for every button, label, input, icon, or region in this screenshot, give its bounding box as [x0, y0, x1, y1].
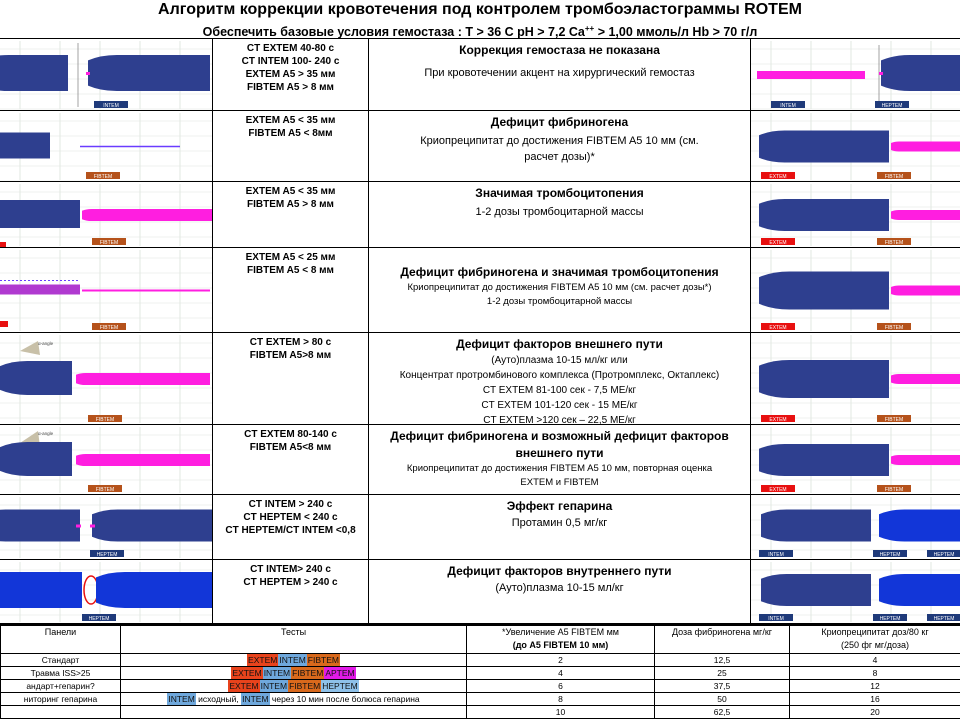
- trace-tag: [759, 614, 793, 622]
- recommendation-line: расчет дозы)*: [524, 151, 595, 163]
- left-trace-cell: [0, 111, 213, 181]
- subtitle-text-end: > 1,00 ммоль/л Hb > 70 г/л: [594, 25, 758, 39]
- tag-label: FIBTEM: [93, 173, 113, 180]
- tests-cell: [121, 706, 467, 719]
- trace-tag: [927, 550, 960, 558]
- ct-marker: [86, 72, 90, 75]
- tag-label: HEPTEM: [96, 551, 118, 558]
- dosing-table: [0, 625, 960, 719]
- test-badge: INTEM: [263, 668, 291, 678]
- extem-trace: [0, 361, 72, 395]
- criteria-line: EXTEM A5 > 35 мм: [245, 69, 336, 80]
- tag-label: FIBTEM: [95, 416, 115, 423]
- tag-label: INTEM: [103, 102, 119, 109]
- algorithm-row: [0, 559, 960, 623]
- test-badge: FIBTEM: [307, 655, 339, 665]
- angle-label: α-angle: [38, 431, 54, 436]
- trace-tag: [759, 550, 793, 558]
- table-row: [1, 654, 960, 667]
- trace-tag: [877, 172, 911, 180]
- trace-tag: [771, 101, 805, 109]
- extem-trace: [0, 55, 68, 91]
- recommendation-heading: Дефицит фибриногена и возможный дефицит факторов внешнего пути: [390, 429, 729, 460]
- criteria-line: CT INTEM > 240 c: [248, 499, 333, 510]
- left-trace-chart: [0, 333, 212, 425]
- criteria-line: CT INTEM> 240 c: [250, 564, 331, 575]
- dose-cell: 37,5: [655, 680, 790, 693]
- test-badge: FIBTEM: [289, 681, 321, 691]
- left-trace-cell: [0, 425, 213, 494]
- recommendation-line: Криопреципитат до достижения FIBTEM A5 10 мм (см.: [420, 135, 699, 147]
- angle-label: α-angle: [38, 341, 54, 346]
- left-trace-cell: [0, 333, 213, 424]
- dose-cell: 62,5: [655, 706, 790, 719]
- trace-tag: [90, 550, 124, 558]
- algorithm-grid: [0, 38, 960, 623]
- right-trace-cell: [751, 39, 960, 110]
- table-row: [1, 667, 960, 680]
- criteria-line: FIBTEM A5 > 8 мм: [247, 199, 334, 210]
- tag-label: FIBTEM: [95, 486, 115, 493]
- tag-label: INTEM: [780, 102, 796, 109]
- cryo-cell: 4: [790, 654, 960, 667]
- recommendation-line: EXTEM и FIBTEM: [520, 477, 599, 488]
- left-trace-cell: [0, 248, 213, 332]
- tag-label: HEPTEM: [933, 615, 955, 622]
- extem-trace: [0, 442, 72, 476]
- col-header-cryo: [790, 626, 960, 654]
- criteria-line: CT HEPTEM < 240 c: [243, 512, 338, 523]
- recommendation-heading: Коррекция гемостаза не показана: [459, 43, 660, 57]
- increase-cell: 6: [467, 680, 655, 693]
- trace-tag: [92, 238, 126, 246]
- right-trace-cell: [751, 248, 960, 332]
- tag-label: HEPTEM: [933, 551, 955, 558]
- criteria-cell: [213, 39, 369, 110]
- criteria-line: EXTEM A5 < 35 мм: [245, 186, 336, 197]
- heptem-trace: [96, 572, 212, 608]
- table-row: [1, 693, 960, 706]
- criteria-cell: [213, 333, 369, 424]
- tag-label: FIBTEM: [884, 486, 904, 493]
- panel-cell: андарт+гепарин?: [1, 680, 121, 693]
- recommendation-line: CT EXTEM 101-120 сек - 15 МЕ/кг: [481, 400, 638, 411]
- tests-cell: [121, 654, 467, 667]
- trace-tag: [877, 485, 911, 493]
- recommendation-line: CT EXTEM 81-100 сек - 7,5 МЕ/кг: [482, 385, 637, 396]
- tests-cell: [121, 680, 467, 693]
- intem-trace: [0, 572, 82, 608]
- recommendation-cell: [369, 111, 751, 181]
- criteria-line: CT INTEM 100- 240 c: [241, 56, 340, 67]
- cryo-cell: 8: [790, 667, 960, 680]
- criteria-cell: [213, 248, 369, 332]
- dose-cell: 12,5: [655, 654, 790, 667]
- right-trace-cell: [751, 560, 960, 623]
- fibtem-trace: [76, 373, 210, 385]
- increase-cell: 4: [467, 667, 655, 680]
- heptem-trace: [92, 510, 212, 542]
- heptem-trace: [881, 55, 960, 91]
- tag-label: INTEM: [768, 615, 784, 622]
- criteria-line: FIBTEM A5 > 8 мм: [247, 82, 334, 93]
- tag-label: FIBTEM: [884, 324, 904, 331]
- intem-trace: [0, 510, 80, 542]
- fibtem-trace: [891, 374, 960, 384]
- recommendation-line: Криопреципитат до достижения FIBTEM A5 10 мм, повторная оценка: [406, 463, 713, 474]
- recommendation-heading: Дефицит фибриногена и значимая тромбоцитопения: [400, 265, 719, 279]
- right-trace-chart: [751, 560, 960, 624]
- left-trace-chart: [0, 39, 212, 111]
- right-trace-cell: [751, 495, 960, 559]
- criteria-line: CT EXTEM > 80 c: [249, 337, 332, 348]
- tag-label: FIBTEM: [99, 239, 119, 246]
- intem-trace: [761, 510, 871, 542]
- criteria-cell: [213, 495, 369, 559]
- fibtem-trace: [891, 142, 960, 152]
- right-trace-chart: [751, 333, 960, 425]
- extem-trace: [0, 133, 50, 159]
- criteria-line: FIBTEM A5<8 мм: [249, 442, 332, 453]
- tests-cell: [121, 667, 467, 680]
- cryo-cell: 20: [790, 706, 960, 719]
- left-trace-chart: [0, 495, 212, 560]
- trace-tag: [94, 101, 128, 109]
- heptem-trace: [879, 574, 960, 606]
- recommendation-cell: [369, 182, 751, 247]
- left-trace-chart: [0, 111, 212, 182]
- trace-tag: [761, 238, 795, 246]
- tag-label: EXTEM: [769, 416, 787, 423]
- left-trace-cell: [0, 182, 213, 247]
- trace-tag: [82, 614, 116, 622]
- tag-label: HEPTEM: [88, 615, 110, 622]
- extem-trace: [759, 272, 889, 310]
- test-badge: INTEM: [260, 681, 288, 691]
- left-trace-chart: [0, 248, 212, 333]
- col-header-increase: [467, 626, 655, 654]
- criteria-line: CT HEPTEM/CT INTEM <0,8: [225, 525, 356, 536]
- algorithm-row: [0, 332, 960, 424]
- tag-label: HEPTEM: [879, 615, 901, 622]
- table-row: [1, 706, 960, 719]
- right-trace-cell: [751, 111, 960, 181]
- test-badge: EXTEM: [229, 681, 259, 691]
- tests-text: исходный,: [195, 694, 242, 704]
- test-badge: FIBTEM: [292, 668, 324, 678]
- recommendation-cell: [369, 560, 751, 623]
- increase-cell: 10: [467, 706, 655, 719]
- extem-trace: [759, 199, 889, 231]
- recommendation-heading: Значимая тромбоцитопения: [475, 186, 644, 200]
- cryo-cell: 16: [790, 693, 960, 706]
- fibtem-trace: [891, 455, 960, 465]
- tests-text: INTEM: [242, 694, 269, 704]
- extem-trace-fill: [0, 285, 80, 295]
- recommendation-cell: [369, 333, 751, 424]
- table-row: [1, 680, 960, 693]
- tag-label: EXTEM: [769, 324, 787, 331]
- recommendation-line: (Ауто)плазма 10-15 мл/кг: [495, 582, 624, 594]
- right-trace-cell: [751, 425, 960, 494]
- extem-trace: [759, 360, 889, 398]
- recommendation-heading: Дефицит факторов внешнего пути: [456, 337, 663, 351]
- left-trace-cell: [0, 560, 213, 623]
- trace-tag: [761, 485, 795, 493]
- tag-label: FIBTEM: [884, 239, 904, 246]
- right-trace-chart: [751, 495, 960, 560]
- trace-tag: [761, 415, 795, 423]
- test-badge: EXTEM: [232, 668, 262, 678]
- tag-label: EXTEM: [769, 173, 787, 180]
- tests-text: INTEM: [168, 694, 195, 704]
- recommendation-line: Криопреципитат до достижения FIBTEM A5 10 мм (см. расчет дозы*): [407, 282, 712, 293]
- trace-tag: [875, 101, 909, 109]
- tag-label: FIBTEM: [884, 416, 904, 423]
- recommendation-heading: Дефицит фибриногена: [490, 115, 629, 129]
- test-badge: INTEM: [279, 655, 306, 665]
- trace-tag: [761, 323, 795, 331]
- left-trace-chart: [0, 560, 212, 624]
- subtitle-superscript: ++: [584, 24, 595, 33]
- criteria-line: CT EXTEM 80-140 c: [244, 429, 337, 440]
- right-trace-cell: [751, 182, 960, 247]
- panel-cell: [1, 706, 121, 719]
- table-header-row: [1, 626, 960, 654]
- recommendation-line: Протамин 0,5 мг/кг: [511, 517, 608, 529]
- trace-tag: [873, 550, 907, 558]
- algorithm-row: [0, 38, 960, 110]
- criteria-line: CT EXTEM 40-80 c: [246, 43, 335, 54]
- subtitle-text: Обеспечить базовые условия гемостаза : T > 36 C pH > 7,2 Ca: [202, 25, 585, 39]
- fibtem-trace: [891, 286, 960, 296]
- tag-label: HEPTEM: [879, 551, 901, 558]
- tag-label: EXTEM: [769, 239, 787, 246]
- right-trace-chart: [751, 425, 960, 495]
- left-trace-chart: [0, 182, 212, 248]
- trace-tag: [86, 172, 120, 180]
- page-title: Алгоритм коррекции кровотечения под контролем тромбоэластограммы ROTEM: [158, 1, 802, 18]
- trace-tag: [92, 323, 126, 331]
- criteria-line: FIBTEM A5 < 8мм: [248, 128, 333, 139]
- criteria-line: CT HEPTEM > 240 c: [243, 577, 338, 588]
- trace-tag: [761, 172, 795, 180]
- algorithm-row: [0, 247, 960, 332]
- right-trace-chart: [751, 39, 960, 111]
- ct-marker: [90, 525, 95, 528]
- header-line: *Увеличение A5 FIBTEM мм: [502, 627, 619, 637]
- trace-tag: [88, 415, 122, 423]
- fibtem-trace: [82, 209, 212, 221]
- trace-tag: [877, 238, 911, 246]
- intem-trace: [761, 574, 871, 606]
- tag-label: FIBTEM: [99, 324, 119, 331]
- trace-tag: [873, 614, 907, 622]
- recommendation-line: (Ауто)плазма 10-15 мл/кг или: [491, 355, 628, 366]
- algorithm-row: [0, 424, 960, 494]
- increase-cell: 2: [467, 654, 655, 667]
- tests-text: через 10 мин после болюса гепарина: [269, 694, 420, 704]
- criteria-cell: [213, 560, 369, 623]
- recommendation-cell: [369, 425, 751, 494]
- tag-label: FIBTEM: [884, 173, 904, 180]
- recommendation-line: CT EXTEM >120 сек – 22,5 МЕ/кг: [483, 415, 636, 426]
- col-header-dose: Доза фибриногена мг/кг: [655, 626, 790, 654]
- cryo-cell: 12: [790, 680, 960, 693]
- test-badge: EXTEM: [248, 655, 278, 665]
- ct-marker: [879, 72, 883, 75]
- extem-trace: [759, 444, 889, 476]
- header-line: (250 фг мг/доза): [841, 640, 909, 650]
- test-badge: HEPTEM: [322, 681, 358, 691]
- recommendation-line: Концентрат протромбинового комплекса (Протромплекс, Октаплекс): [399, 370, 720, 381]
- trace-tag: [877, 415, 911, 423]
- tag-label: HEPTEM: [881, 102, 903, 109]
- recommendation-heading: Эффект гепарина: [506, 499, 613, 513]
- dose-cell: 50: [655, 693, 790, 706]
- right-trace-cell: [751, 333, 960, 424]
- col-header-panels: Панели: [1, 626, 121, 654]
- tag-label: INTEM: [768, 551, 784, 558]
- left-trace-cell: [0, 495, 213, 559]
- panel-cell: Травма ISS>25: [1, 667, 121, 680]
- recommendation-cell: [369, 248, 751, 332]
- right-trace-chart: [751, 111, 960, 182]
- intem-trace: [88, 55, 210, 91]
- extem-trace: [759, 131, 889, 163]
- fibtem-trace: [891, 210, 960, 220]
- trace-tag: [927, 614, 960, 622]
- header-line: (до A5 FIBTEM 10 мм): [512, 640, 609, 650]
- test-badge: APTEM: [325, 668, 355, 678]
- recommendation-cell: [369, 495, 751, 559]
- tests-cell: [121, 693, 467, 706]
- bottom-table-wrap: [0, 623, 960, 719]
- left-trace-cell: [0, 39, 213, 110]
- tag-label: EXTEM: [769, 486, 787, 493]
- recommendation-line: При кровотечении акцент на хирургический гемостаз: [424, 67, 695, 79]
- trace-tag: [88, 485, 122, 493]
- tag-box: [0, 321, 8, 327]
- algorithm-row: [0, 181, 960, 247]
- recommendation-line: 1-2 дозы тромбоцитарной массы: [486, 296, 633, 307]
- criteria-cell: [213, 111, 369, 181]
- extem-trace: [0, 200, 80, 228]
- left-trace-chart: [0, 425, 212, 495]
- heptem-trace: [879, 510, 960, 542]
- criteria-line: FIBTEM A5 < 8 мм: [247, 265, 334, 276]
- panel-cell: ниторинг гепарина: [1, 693, 121, 706]
- recommendation-line: 1-2 дозы тромбоцитарной массы: [475, 206, 644, 218]
- criteria-line: FIBTEM A5>8 мм: [249, 350, 332, 361]
- recommendation-heading: Дефицит факторов внутреннего пути: [447, 564, 672, 578]
- algorithm-row: [0, 494, 960, 559]
- criteria-line: EXTEM A5 < 35 мм: [245, 115, 336, 126]
- increase-cell: 8: [467, 693, 655, 706]
- criteria-cell: [213, 425, 369, 494]
- fibtem-trace: [757, 71, 865, 79]
- criteria-line: EXTEM A5 < 25 мм: [245, 252, 336, 263]
- trace-tag: [877, 323, 911, 331]
- header-line: Криопреципитат доз/80 кг: [821, 627, 929, 637]
- criteria-cell: [213, 182, 369, 247]
- col-header-tests: Тесты: [121, 626, 467, 654]
- right-trace-chart: [751, 182, 960, 248]
- panel-cell: Стандарт: [1, 654, 121, 667]
- right-trace-chart: [751, 248, 960, 333]
- dose-cell: 25: [655, 667, 790, 680]
- fibtem-trace: [76, 454, 210, 466]
- recommendation-cell: [369, 39, 751, 110]
- algorithm-row: [0, 110, 960, 181]
- ct-marker: [76, 525, 81, 528]
